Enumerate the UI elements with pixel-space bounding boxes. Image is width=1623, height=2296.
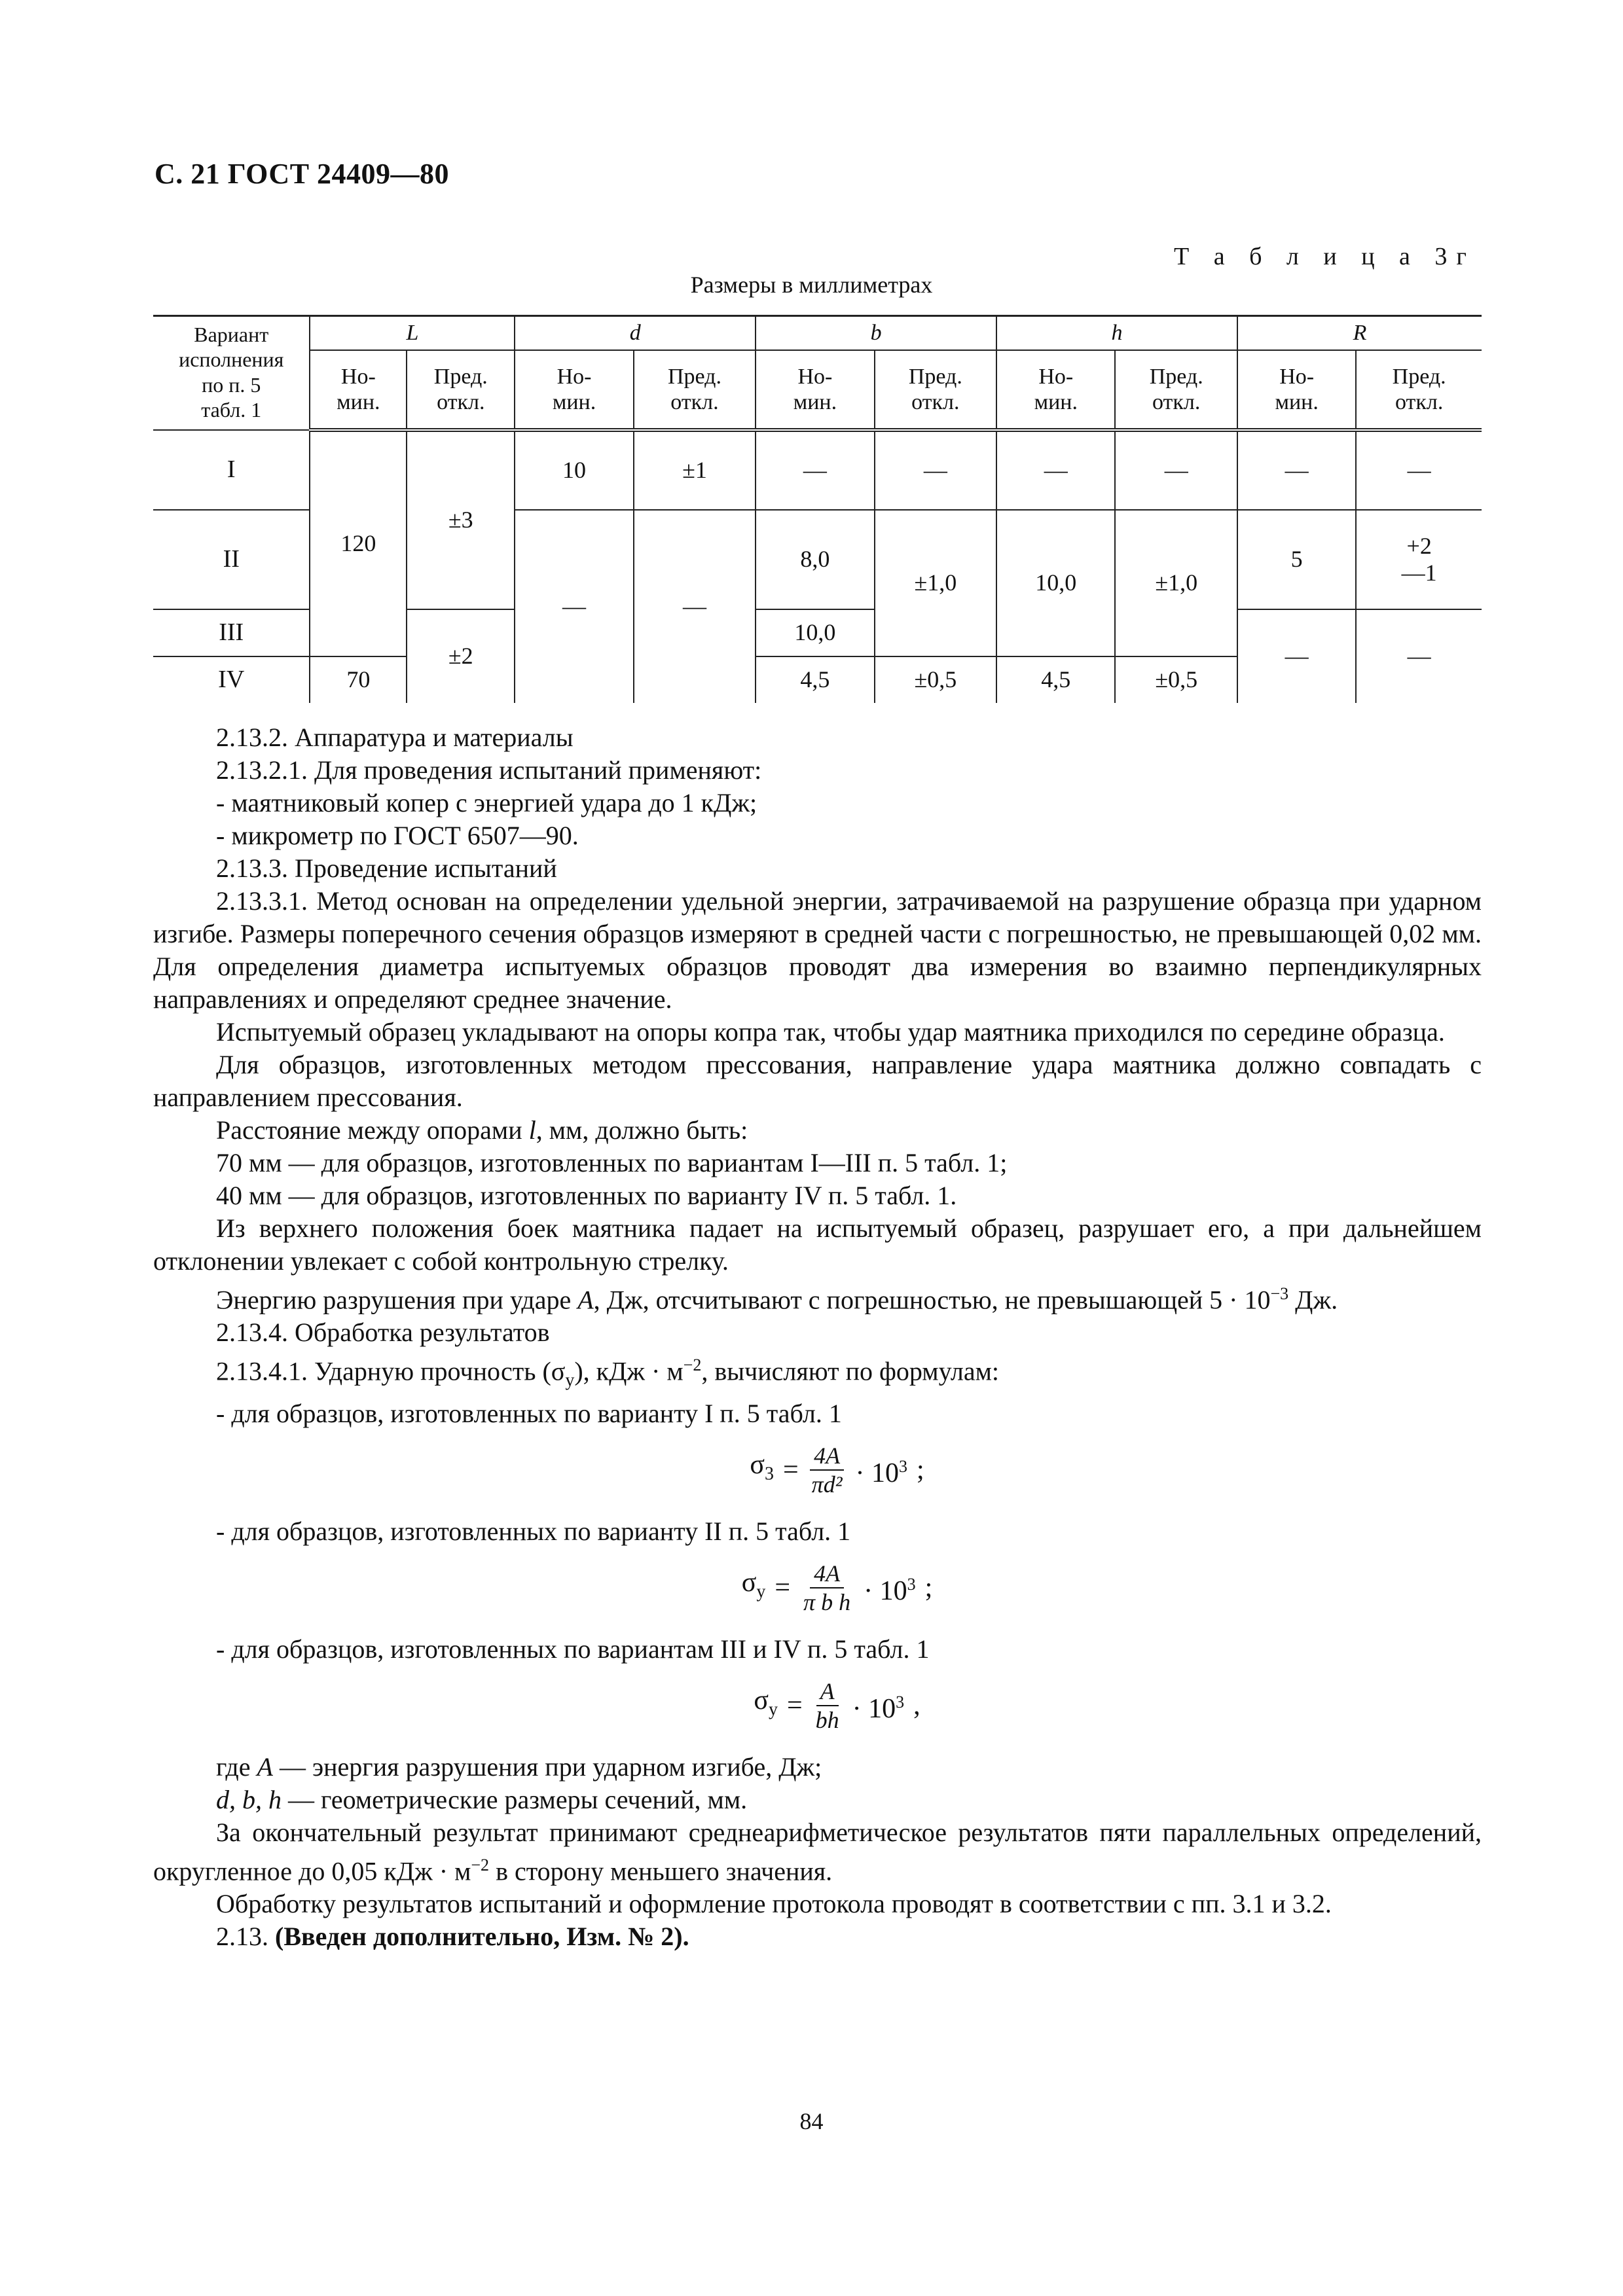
- section-heading: 2.13.4. Обработка результатов: [216, 1318, 550, 1348]
- sub-header-nom: Но- мин.: [996, 350, 1115, 430]
- group-header-R: R: [1237, 316, 1482, 351]
- sub-header-nom: Но- мин.: [310, 350, 407, 430]
- group-header-d: d: [515, 316, 756, 351]
- variant-cell: I: [153, 430, 310, 510]
- paragraph: 2.13.2.1. Для проведения испытаний применяют:: [216, 755, 762, 785]
- paragraph: Расстояние между опорами l, мм, должно быть:: [216, 1115, 748, 1145]
- table-row: [153, 430, 1482, 510]
- b-dev-cell: ±1,0: [875, 510, 996, 656]
- r-dev-cell: +2 —1: [1356, 510, 1482, 609]
- group-header-L: L: [310, 316, 515, 351]
- paragraph: - для образцов, изготовленных по варианту II п. 5 табл. 1: [216, 1516, 851, 1546]
- h-nom-cell: 10,0: [996, 510, 1115, 656]
- variant-cell: II: [153, 510, 310, 609]
- d-dev-cell: —: [634, 510, 756, 703]
- variant-cell: IV: [153, 656, 310, 703]
- h-dev-cell: ±1,0: [1115, 510, 1237, 656]
- b-nom-cell: 10,0: [756, 609, 874, 656]
- table-units: Размеры в миллиметрах: [690, 272, 933, 298]
- body-text: [153, 721, 1482, 1953]
- r-nom-cell: —: [1237, 430, 1356, 510]
- table-label: Т а б л и ц а 3г: [1174, 243, 1476, 270]
- d-dev-cell: ±1: [634, 430, 756, 510]
- r-nom-cell: —: [1237, 609, 1356, 703]
- paragraph: 2.13.4.1. Ударную прочность $(\sigma_у)$, кДж · $м^{-2}$, вычисляют по формулам:: [216, 1355, 999, 1391]
- d-nom-cell: 10: [515, 430, 633, 510]
- list-item: 40 мм — для образцов, изготовленных по варианту IV п. 5 табл. 1.: [216, 1181, 957, 1210]
- definition: d, b, h — геометрические размеры сечений, мм.: [216, 1784, 748, 1814]
- r-dev-cell: —: [1356, 430, 1482, 510]
- formula-3: $\sigma_у$ = $\frac{A}{bh}$ · $10^3$ ,: [754, 1677, 921, 1733]
- b-dev-cell: —: [875, 430, 996, 510]
- h-dev-cell: —: [1115, 430, 1237, 510]
- b-nom-cell: 4,5: [756, 656, 874, 703]
- group-header-b: b: [756, 316, 996, 351]
- b-dev-cell: ±0,5: [875, 656, 996, 703]
- l-dev-cell: ±3: [407, 430, 515, 609]
- sub-header-nom: Но- мин.: [756, 350, 874, 430]
- paragraph: 2.13.3.1. Метод основан на определении удельной энергии, затрачиваемой на разрушение образца при ударном изгибе. Размеры поперечного сечения образцов измеряют в средней части с погрешностью, не превышающей 0,02 мм. Для определения диаметра испытуемых образцов проводят два измерения во взаимно перпендикулярных направлениях и определяют среднее значение.: [153, 886, 1482, 1014]
- dimensions-table: [153, 315, 1482, 703]
- paragraph: Испытуемый образец укладывают на опоры копра так, чтобы удар маятника приходился по середине образца.: [216, 1017, 1445, 1047]
- r-dev-cell: —: [1356, 609, 1482, 703]
- formula-1: $\sigma_3$ = $\frac{4A}{\text{πd²}}$ · $10^3$ ;: [750, 1442, 924, 1498]
- sub-header-dev: Пред. откл.: [1115, 350, 1237, 430]
- page-number: 84: [799, 2108, 824, 2134]
- sub-header-dev: Пред. откл.: [634, 350, 756, 430]
- h-dev-cell: ±0,5: [1115, 656, 1237, 703]
- paragraph: Для образцов, изготовленных методом прессования, направление удара маятника должно совпадать с направлением прессования.: [153, 1050, 1482, 1112]
- d-nom-cell: —: [515, 510, 633, 703]
- paragraph: Из верхнего положения боек маятника падает на испытуемый образец, разрушает его, а при дальнейшем отклонении увлекает с собой контрольную стрелку.: [153, 1213, 1482, 1276]
- sub-header-dev: Пред. откл.: [875, 350, 996, 430]
- l-dev-cell: ±2: [407, 609, 515, 703]
- paragraph: За окончательный результат принимают среднеарифметическое результатов пяти параллельных определений, округленное до 0,05 кДж · $м^{-2}$ в сторону меньшего значения.: [153, 1817, 1482, 1886]
- definition: где А — энергия разрушения при ударном изгибе, Дж;: [216, 1751, 822, 1782]
- b-nom-cell: —: [756, 430, 874, 510]
- l-nom-cell: 70: [310, 656, 407, 703]
- paragraph: - для образцов, изготовленных по варианту I п. 5 табл. 1: [216, 1398, 842, 1428]
- section-heading: 2.13.2. Аппаратура и материалы: [216, 723, 574, 752]
- l-nom-cell: 120: [310, 430, 407, 656]
- section-heading: 2.13.3. Проведение испытаний: [216, 853, 557, 883]
- group-header-h: h: [996, 316, 1237, 351]
- paragraph: Обработку результатов испытаний и оформление протокола проводят в соответствии с пп. 3.1 и 3.2.: [216, 1888, 1332, 1918]
- sub-header-nom: Но- мин.: [1237, 350, 1356, 430]
- list-item: 70 мм — для образцов, изготовленных по вариантам I—III п. 5 табл. 1;: [216, 1148, 1008, 1177]
- h-nom-cell: —: [996, 430, 1115, 510]
- sub-header-dev: Пред. откл.: [1356, 350, 1482, 430]
- h-nom-cell: 4,5: [996, 656, 1115, 703]
- variant-cell: III: [153, 609, 310, 656]
- list-item: - микрометр по ГОСТ 6507—90.: [216, 821, 579, 850]
- page-header: С. 21 ГОСТ 24409—80: [155, 158, 450, 190]
- sub-header-nom: Но- мин.: [515, 350, 633, 430]
- variant-header: Вариант исполнения по п. 5 табл. 1: [153, 316, 310, 431]
- list-item: - маятниковый копер с энергией удара до 1 кДж;: [216, 788, 757, 817]
- sub-header-dev: Пред. откл.: [407, 350, 515, 430]
- formula-2: $\sigma_у$ = $\frac{4A}{\text{π b h}}$ · $10^3$ ;: [741, 1560, 933, 1615]
- b-nom-cell: 8,0: [756, 510, 874, 609]
- r-nom-cell: 5: [1237, 510, 1356, 609]
- paragraph: - для образцов, изготовленных по вариантам III и IV п. 5 табл. 1: [216, 1634, 930, 1664]
- paragraph: Энергию разрушения при ударе А, Дж, отсчитывают с погрешностью, не превышающей $5 \cdot 10^{-3}$ Дж.: [216, 1284, 1338, 1315]
- amendment-note: 2.13. (Введен дополнительно, Изм. № 2).: [216, 1921, 689, 1951]
